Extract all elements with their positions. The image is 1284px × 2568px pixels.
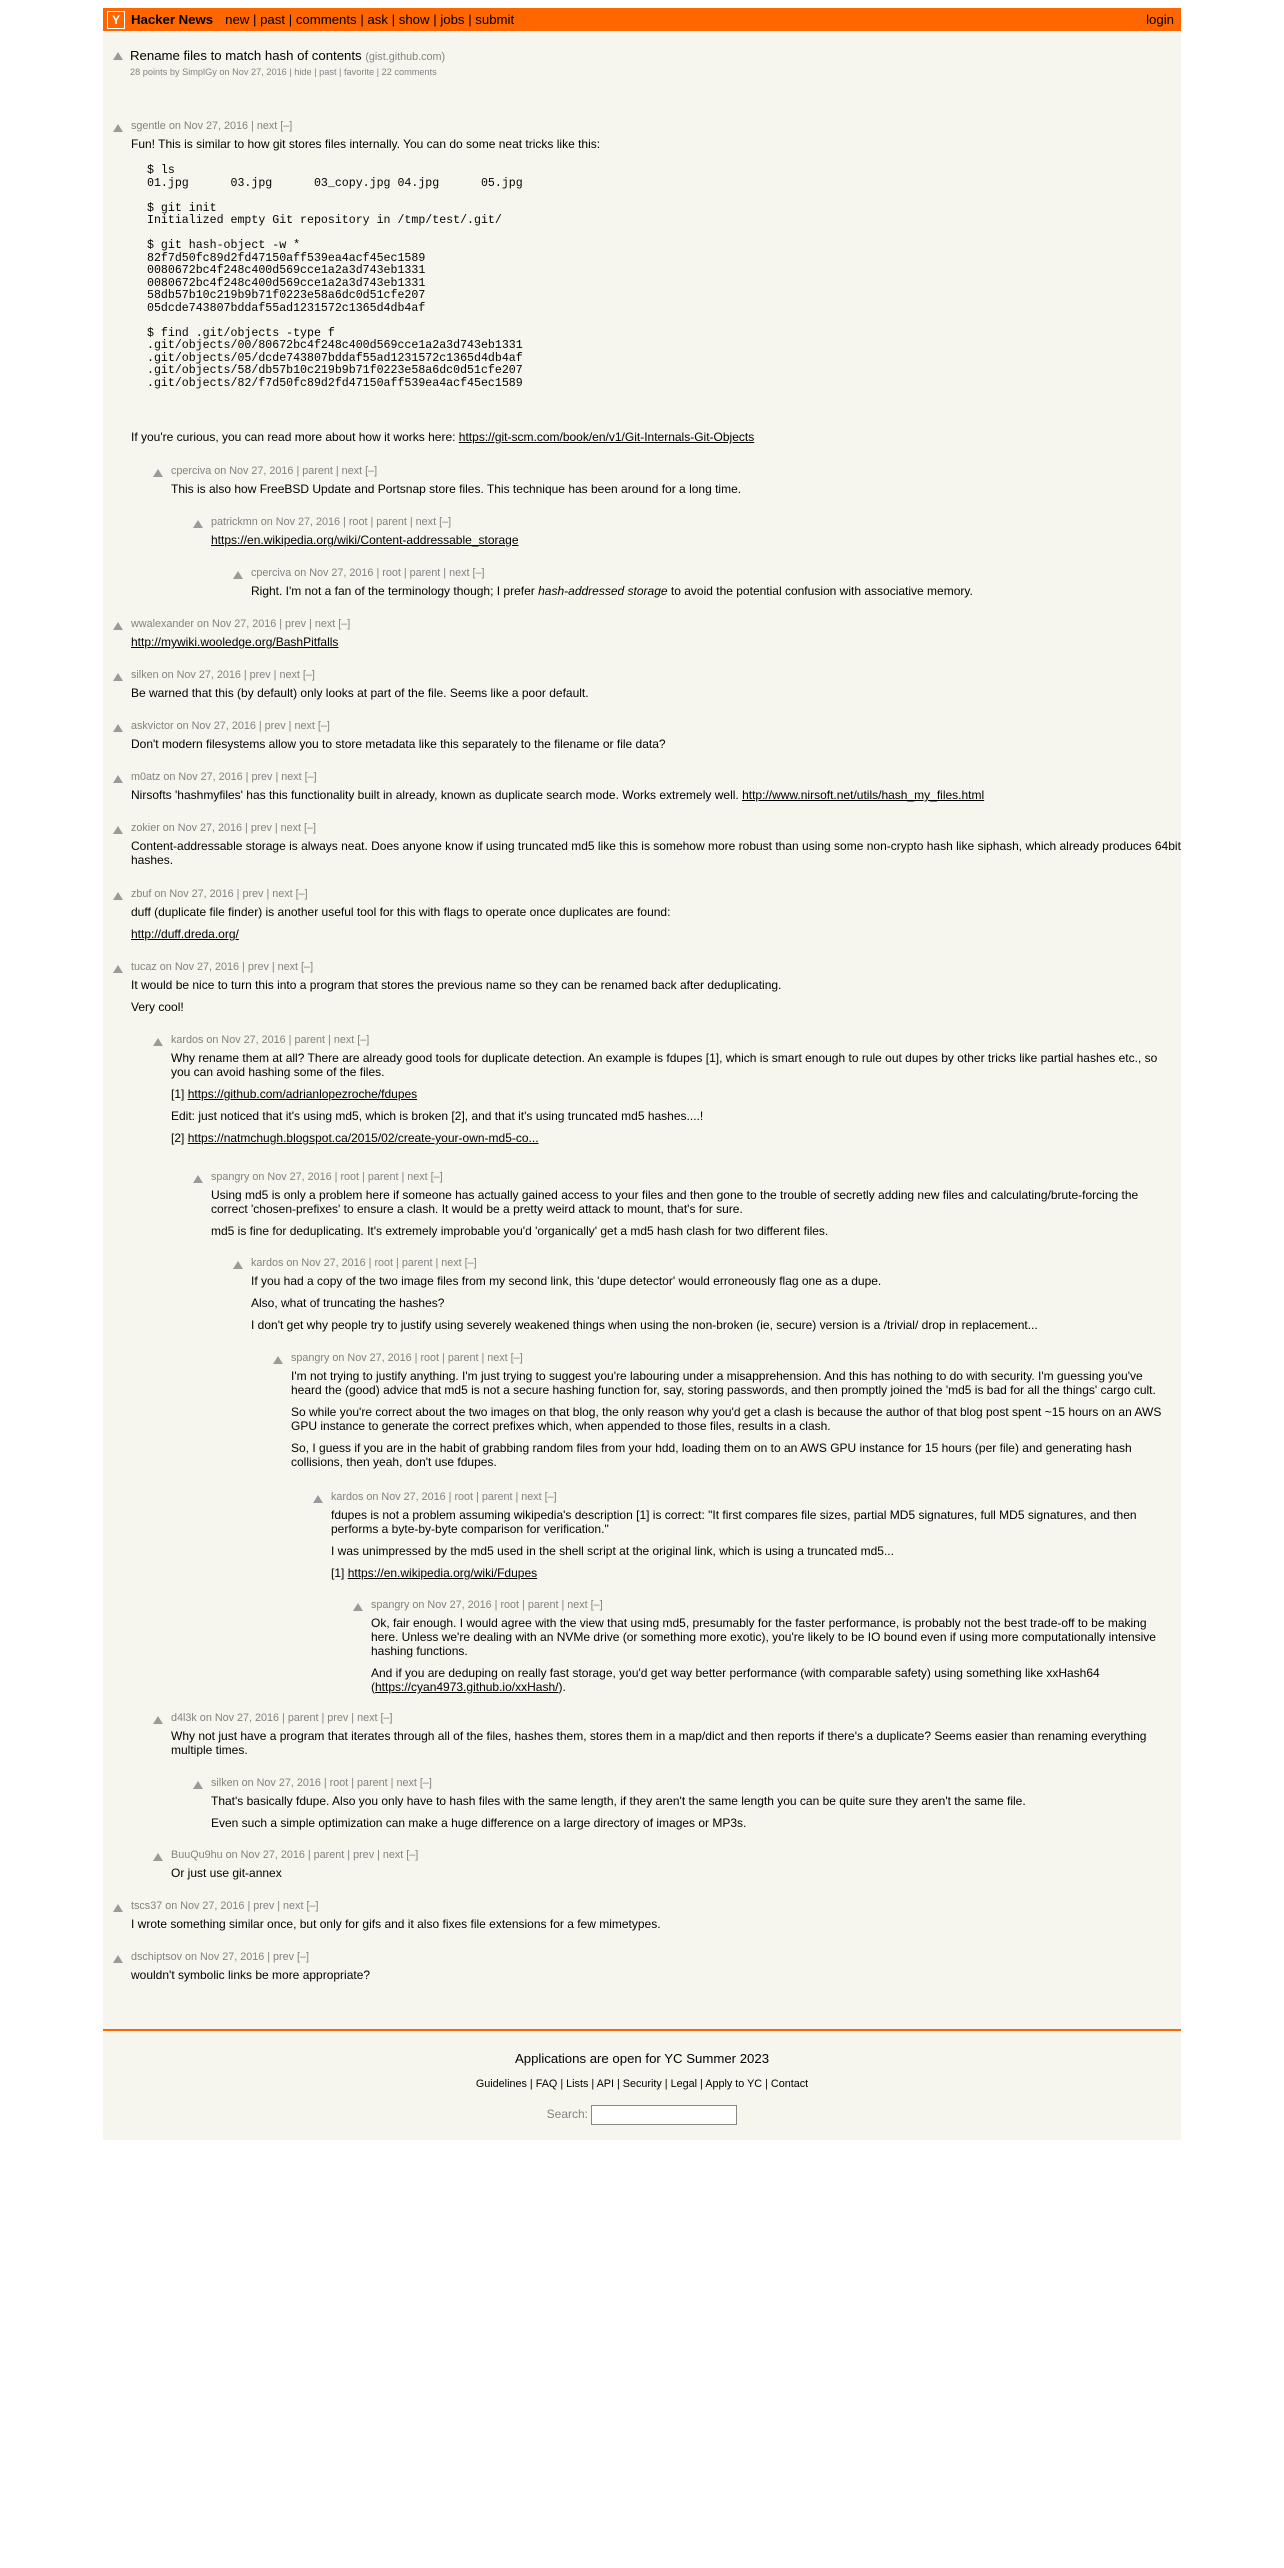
upvote-arrow-icon[interactable] xyxy=(153,469,163,477)
comment-text: Be warned that this (by default) only looks at part of the file. Seems like a poor default. xyxy=(131,686,589,700)
footer-link-legal[interactable]: Legal xyxy=(670,2078,698,2090)
comment-text: Nirsofts 'hashmyfiles' has this functionality built in already, known as duplicate search mode. Works extremely well. http://www.nirsoft.net/utils/hash_my_files.html xyxy=(131,788,985,802)
upvote-arrow-icon[interactable] xyxy=(113,1955,123,1963)
comment-link[interactable]: https://github.com/adrianlopezroche/fdupes xyxy=(187,1087,418,1101)
upvote-arrow-icon[interactable] xyxy=(113,892,123,900)
upvote-arrow-icon[interactable] xyxy=(193,1175,203,1183)
comment-link[interactable]: https://natmchugh.blogspot.ca/2015/02/create-your-own-md5-co... xyxy=(187,1131,539,1145)
comment-meta[interactable]: silken on Nov 27, 2016 | root | parent | next [–] xyxy=(211,1777,432,1789)
comment-meta[interactable]: BuuQu9hu on Nov 27, 2016 | parent | prev | next [–] xyxy=(171,1849,419,1861)
comment-text: fdupes is not a problem assuming wikipedia's description [1] is correct: "It first compares file sizes, partial MD5 signatures, full MD5 signatures, and then performs a byte-by-byte comparison for verification." xyxy=(331,1508,1137,1536)
upvote-arrow-icon[interactable] xyxy=(193,520,203,528)
comment-meta[interactable]: kardos on Nov 27, 2016 | root | parent | next [–] xyxy=(251,1257,477,1269)
upvote-arrow-icon[interactable] xyxy=(153,1853,163,1861)
comment-meta[interactable]: silken on Nov 27, 2016 | prev | next [–] xyxy=(131,669,315,681)
comment-meta[interactable]: wwalexander on Nov 27, 2016 | prev | next [–] xyxy=(131,618,351,630)
comment-text: [1] https://github.com/adrianlopezroche/fdupes xyxy=(171,1087,418,1101)
comment-link[interactable]: https://en.wikipedia.org/wiki/Fdupes xyxy=(347,1566,538,1580)
comment-text: It would be nice to turn this into a program that stores the previous name so they can be renamed back after deduplicating. xyxy=(131,978,782,992)
comment-text: Also, what of truncating the hashes? xyxy=(251,1296,445,1310)
comment-meta[interactable]: kardos on Nov 27, 2016 | root | parent | next [–] xyxy=(331,1491,557,1503)
comment-text: I was unimpressed by the md5 used in the shell script at the original link, which is using a truncated md5... xyxy=(331,1544,894,1558)
comment-text: I'm not trying to justify anything. I'm just trying to suggest you're labouring under a misapprehension. And this has nothing to do with security. I'm guessing you've heard the (good) advice that md5 is not a secure hashing function for, say, storing passwords, and then promptly joined the 'md5 is bad for all the things' cargo cult. xyxy=(291,1369,1156,1397)
page-container xyxy=(103,8,1181,2140)
upvote-arrow-icon[interactable] xyxy=(113,724,123,732)
nav-submit[interactable]: submit xyxy=(475,12,515,27)
comment-text: Very cool! xyxy=(131,1000,184,1014)
search-row xyxy=(103,2105,1181,2125)
footer-link-guidelines[interactable]: Guidelines xyxy=(475,2078,527,2090)
upvote-arrow-icon[interactable] xyxy=(113,965,123,973)
search-label: Search: xyxy=(546,2107,588,2122)
comment-link[interactable]: https://en.wikipedia.org/wiki/Content-addressable_storage xyxy=(211,533,519,547)
comment-link[interactable]: https://cyan4973.github.io/xxHash/ xyxy=(375,1680,559,1694)
nav-ask[interactable]: ask xyxy=(367,12,388,27)
story xyxy=(113,48,445,77)
comment-text: Why not just have a program that iterates through all of the files, hashes them, stores them in a map/dict and then reports if there's a duplicate? Seems easier than renaming everything multiple times. xyxy=(171,1729,1147,1757)
upvote-arrow-icon[interactable] xyxy=(353,1603,363,1611)
footer-link-lists[interactable]: Lists xyxy=(566,2078,589,2090)
nav-new[interactable]: new xyxy=(225,12,250,27)
comment-meta[interactable]: sgentle on Nov 27, 2016 | next [–] xyxy=(131,120,293,132)
comment-text: I don't get why people try to justify using severely weakened things when using the non-broken (ie, secure) version is a /trivial/ drop in replacement... xyxy=(251,1318,1038,1332)
footer-links: Guidelines | FAQ | Lists | API | Security | Legal | Apply to YC | Contact xyxy=(475,2078,809,2090)
story-site[interactable]: (gist.github.com) xyxy=(365,51,446,63)
comment-meta[interactable]: cperciva on Nov 27, 2016 | root | parent | next [–] xyxy=(251,567,485,579)
login-link[interactable]: login xyxy=(1146,12,1174,27)
story-title-link[interactable]: Rename files to match hash of contents xyxy=(130,48,362,63)
upvote-arrow-icon[interactable] xyxy=(313,1495,323,1503)
comment-text: Fun! This is similar to how git stores files internally. You can do some neat tricks like this: xyxy=(131,137,601,151)
comment-text xyxy=(131,635,1171,649)
comment-text: I wrote something similar once, but only for gifs and it also fixes file extensions for a few mimetypes. xyxy=(131,1917,661,1931)
comment-text: This is also how FreeBSD Update and Portsnap store files. This technique has been around for a long time. xyxy=(171,482,742,496)
upvote-arrow-icon[interactable] xyxy=(113,124,123,132)
comment-meta[interactable]: tscs37 on Nov 27, 2016 | prev | next [–] xyxy=(131,1900,319,1912)
code-block: $ ls 01.jpg 03.jpg 03_copy.jpg 04.jpg 05.jpg $ git init Initialized empty Git repository in /tmp/test/.git/ $ git hash-object -w * 82f7d50fc89d2fd47150aff539ea4acf45ec1589 0080672bc4f248c400d569cce1a2a3d743eb1331 0080672bc4f248c400d569cce1a2a3d743eb1331 58db57b10c219b9b71f0223e58a6dc0d51cfe207 05dcde743807bddaf55ad1231572c1365d4db4af $ find .git/objects -type f .git/objects/00/80672bc4f248c400d569cce1a2a3d743eb1331 .git/objects/05/dcde743807bddaf55ad1231572c1365d4db4af .git/objects/58/db57b10c219b9b71f0223e58a6dc0d51cfe207 .git/objects/82/f7d50fc89d2fd47150aff539ea4acf45ec1589 xyxy=(147,164,523,390)
upvote-arrow-icon[interactable] xyxy=(273,1356,283,1364)
footer-link-api[interactable]: API xyxy=(596,2078,614,2090)
upvote-arrow-icon[interactable] xyxy=(113,1904,123,1912)
comment-text: So, I guess if you are in the habit of grabbing random files from your hdd, loading them on to an AWS GPU instance for 15 hours (per file) and generating hash collisions, then yeah, don't use fdupes. xyxy=(291,1441,1132,1469)
comment-text: Even such a simple optimization can make a huge difference on a large directory of images or MP3s. xyxy=(211,1816,747,1830)
footer-link-faq[interactable]: FAQ xyxy=(535,2078,558,2090)
nav-past[interactable]: past xyxy=(260,12,286,27)
top-nav: new | past | comments | ask | show | jobs | submit xyxy=(225,12,515,27)
upvote-arrow-icon[interactable] xyxy=(153,1038,163,1046)
comment-text: Why rename them at all? There are already good tools for duplicate detection. An example is fdupes [1], which is smart enough to rule out dupes by other tricks like partial hashes etc., so you can avoid hashing some of the files. xyxy=(171,1051,1158,1079)
comment-text: md5 is fine for deduplicating. It's extremely improbable you'd 'organically' get a md5 hash clash for two different files. xyxy=(211,1224,829,1238)
comment-meta[interactable]: tucaz on Nov 27, 2016 | prev | next [–] xyxy=(131,961,314,973)
search-input[interactable] xyxy=(591,2105,737,2125)
comment-meta[interactable]: dschiptsov on Nov 27, 2016 | prev [–] xyxy=(131,1951,310,1963)
footer-link-contact[interactable]: Contact xyxy=(770,2078,809,2090)
yc-announcement-link[interactable]: Applications are open for YC Summer 2023 xyxy=(514,2051,770,2066)
upvote-arrow-icon[interactable] xyxy=(113,622,123,630)
comment-text: Content-addressable storage is always neat. Does anyone know if using truncated md5 like this is somehow more robust than using some non-crypto hash like siphash, which already produces 64bit hashes. xyxy=(131,839,1181,867)
comment-meta[interactable]: spangry on Nov 27, 2016 | root | parent | next [–] xyxy=(211,1171,443,1183)
nav-jobs[interactable]: jobs xyxy=(440,12,465,27)
comment-text: Ok, fair enough. I would agree with the view that using md5, presumably for the faster performance, is probably not the best trade-off to be making here. Unless we're dealing with an NVMe drive (or something more exotic), you're likely to be IO bound even if using more computationally intensive hashing functions. xyxy=(371,1616,1156,1658)
comment-text: [2] https://natmchugh.blogspot.ca/2015/02/create-your-own-md5-co... xyxy=(171,1131,539,1145)
comment-text xyxy=(131,927,1171,941)
comment-meta[interactable]: patrickmn on Nov 27, 2016 | root | parent | next [–] xyxy=(211,516,452,528)
upvote-arrow-icon[interactable] xyxy=(113,775,123,783)
story-subtext[interactable]: 28 points by SimplGy on Nov 27, 2016 | hide | past | favorite | 22 comments xyxy=(130,67,437,77)
upvote-arrow-icon[interactable] xyxy=(153,1716,163,1724)
comment-text: wouldn't symbolic links be more appropriate? xyxy=(131,1968,371,1982)
site-name-link[interactable]: Hacker News xyxy=(131,12,214,27)
upvote-arrow-icon[interactable] xyxy=(233,1261,243,1269)
comment-text: So while you're correct about the two images on that blog, the only reason why you'd get a clash is because the author of that blog post spent ~15 hours on an AWS GPU instance to generate the correct prefixes which, when appended to those files, results in a clash. xyxy=(291,1405,1162,1433)
footer-link-apply[interactable]: Apply to YC xyxy=(705,2078,763,2090)
comment-link[interactable]: https://git-scm.com/book/en/v1/Git-Internals-Git-Objects xyxy=(458,430,755,444)
comment-text: Edit: just noticed that it's using md5, which is broken [2], and that it's using truncated md5 hashes....! xyxy=(171,1109,704,1123)
comment-meta[interactable]: spangry on Nov 27, 2016 | root | parent | next [–] xyxy=(291,1352,523,1364)
comment-link[interactable]: http://mywiki.wooledge.org/BashPitfalls xyxy=(131,635,339,649)
nav-show[interactable]: show xyxy=(398,12,430,27)
upvote-arrow-icon[interactable] xyxy=(193,1781,203,1789)
top-bar xyxy=(103,8,1181,31)
comment-meta[interactable]: askvictor on Nov 27, 2016 | prev | next [–] xyxy=(131,720,330,732)
comment-meta[interactable]: m0atz on Nov 27, 2016 | prev | next [–] xyxy=(131,771,317,783)
comment-meta[interactable]: kardos on Nov 27, 2016 | parent | next [–] xyxy=(171,1034,370,1046)
upvote-arrow-icon[interactable] xyxy=(113,673,123,681)
comment-text: Right. I'm not a fan of the terminology though; I prefer hash-addressed storage to avoid the potential confusion with associative memory. xyxy=(251,584,973,598)
comment-text: Don't modern filesystems allow you to store metadata like this separately to the filename or file data? xyxy=(131,737,666,751)
comment-meta[interactable]: cperciva on Nov 27, 2016 | parent | next [–] xyxy=(171,465,378,477)
comment-text: duff (duplicate file finder) is another useful tool for this with flags to operate once duplicates are found: xyxy=(131,905,671,919)
y-logo-icon[interactable]: Y xyxy=(107,11,125,29)
comment-text: And if you are deduping on really fast storage, you'd get way better performance (with comparable safety) using something like xxHash64 (https://cyan4973.github.io/xxHash/). xyxy=(371,1666,1100,1694)
comment-link[interactable]: http://duff.dreda.org/ xyxy=(131,927,239,941)
comment-text: Using md5 is only a problem here if someone has actually gained access to your files and then gone to the trouble of secretly adding new files and calculating/brute-forcing the correct 'chosen-prefixes' to ensure a clash. It would be a pretty weird attack to mount, that's for sure. xyxy=(211,1188,1139,1216)
footer-link-security[interactable]: Security xyxy=(622,2078,662,2090)
comment-text xyxy=(211,533,1171,547)
upvote-arrow-icon[interactable] xyxy=(113,826,123,834)
comment-meta[interactable]: d4l3k on Nov 27, 2016 | parent | prev | next [–] xyxy=(171,1712,393,1724)
comment-text: Or just use git-annex xyxy=(171,1866,282,1880)
comment-meta[interactable]: spangry on Nov 27, 2016 | root | parent | next [–] xyxy=(371,1599,603,1611)
upvote-arrow-icon[interactable] xyxy=(113,52,123,60)
comment-text: If you're curious, you can read more about how it works here: https://git-scm.com/book/en/v1/Git-Internals-Git-Objects xyxy=(131,430,755,444)
comment-meta[interactable]: zbuf on Nov 27, 2016 | prev | next [–] xyxy=(131,888,308,900)
comment-text: [1] https://en.wikipedia.org/wiki/Fdupes xyxy=(331,1566,538,1580)
comment-meta[interactable]: zokier on Nov 27, 2016 | prev | next [–] xyxy=(131,822,317,834)
footer xyxy=(103,2029,1181,2122)
nav-comments[interactable]: comments xyxy=(295,12,357,27)
comment-text: If you had a copy of the two image files from my second link, this 'dupe detector' would erroneously flag one as a dupe. xyxy=(251,1274,882,1288)
upvote-arrow-icon[interactable] xyxy=(233,571,243,579)
comment-text: That's basically fdupe. Also you only have to hash files with the same length, if they aren't the same length you can be quite sure they aren't the same file. xyxy=(211,1794,1026,1808)
comment-link[interactable]: http://www.nirsoft.net/utils/hash_my_files.html xyxy=(742,788,985,802)
